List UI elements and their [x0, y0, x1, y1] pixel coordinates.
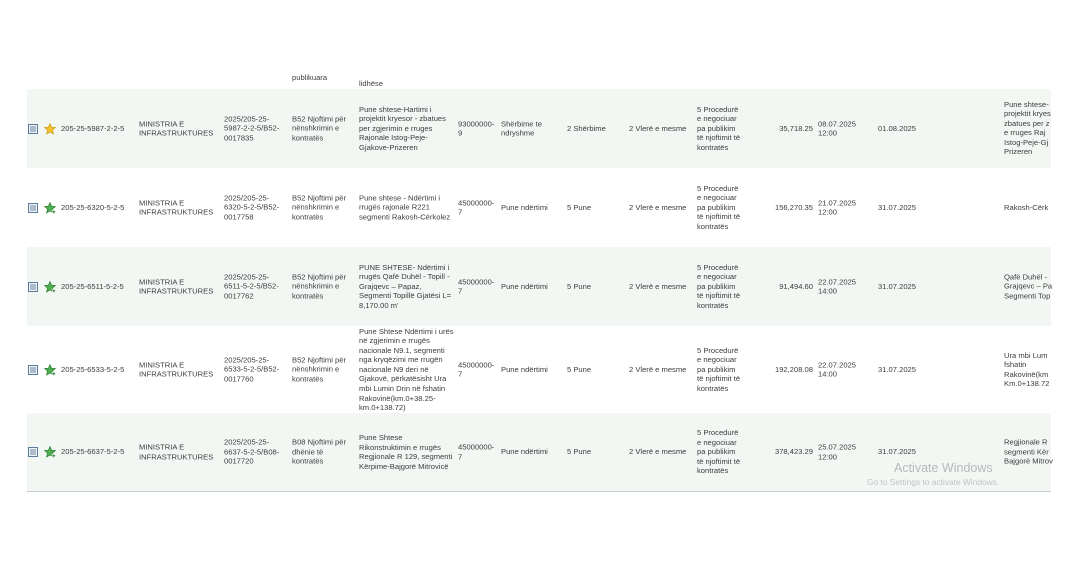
authority-cell: MINISTRIA E INFRASTRUKTURES	[139, 442, 214, 461]
view-document-icon[interactable]	[28, 365, 38, 375]
notice-type-cell: B52 Njoftimi për nënshkrimin e kontratës	[292, 272, 347, 301]
signing-date-cell: 22.07.2025 14:00	[818, 359, 857, 379]
cpv-code-cell: 45000000-7	[458, 197, 495, 217]
publication-date-cell: 01.08.2025	[878, 123, 917, 133]
tenders-table	[27, 73, 1053, 491]
notice-type-cell: B52 Njoftimi për nënshkrimin e kontratës	[292, 114, 347, 143]
contract-type-cell: 5 Pune	[567, 364, 592, 374]
title-cell: Pune shtese - Ndërtimi i rrugës rajonale R221 segmenti Rakosh-Cërkolez	[359, 193, 451, 222]
notice-cell-partial: publikuara	[292, 73, 328, 82]
favorite-star-add-icon[interactable]	[44, 446, 56, 458]
table-row[interactable]	[27, 168, 1051, 248]
title-cell: Pune Shtese Rikonstruktimin e rrugës Regjionale R 129, segmenti Kërpime-Bajgorë Mitrovicë	[359, 432, 453, 471]
row-id[interactable]: 205-25-6533-5-2-5	[61, 364, 125, 374]
view-document-icon[interactable]	[28, 124, 38, 134]
row-id[interactable]: 205-25-6320-5-2-5	[61, 202, 125, 212]
favorite-star-add-icon[interactable]	[44, 281, 56, 293]
cpv-code-cell: 45000000-7	[458, 442, 495, 461]
authority-cell: MINISTRIA E INFRASTRUKTURES	[139, 118, 214, 138]
signing-date-cell: 25.07.2025 12:00	[818, 442, 857, 461]
notice-type-cell: B08 Njoftimi për dhënie të kontratës	[292, 437, 347, 466]
previous-row-tail	[27, 73, 1051, 89]
location-cell: Pune shtese-projektit kryes zbatues per z e rruges Raj Istog-Peje-Gj Prizeren	[1004, 99, 1051, 157]
authority-cell: MINISTRIA E INFRASTRUKTURES	[139, 276, 214, 296]
title-cell: Pune shtese-Hartimi i projektit kryesor - zbatues per zgjerimin e rruges Rajonale Istog-Peje-Gjakove-Prizeren	[359, 104, 446, 152]
authority-cell: MINISTRIA E INFRASTRUKTURES	[139, 197, 214, 217]
table-row[interactable]	[27, 326, 1051, 414]
signing-date-cell: 21.07.2025 12:00	[818, 197, 857, 217]
publication-date-cell: 31.07.2025	[878, 281, 917, 291]
row-id[interactable]: 205-25-5987-2-2-5	[61, 123, 125, 133]
cpv-description-cell: Pune ndërtimi	[501, 447, 548, 457]
publication-date-cell: 31.07.2025	[878, 447, 917, 457]
favorite-star-add-icon[interactable]	[44, 364, 56, 376]
location-cell: Ura mbi Lum fshatin Rakovinë(km Km.0+138.72	[1004, 350, 1050, 389]
activate-windows-title: Activate Windows	[894, 461, 993, 475]
title-cell-partial: lidhëse	[359, 79, 384, 88]
signing-date-cell: 08.07.2025 12:00	[818, 118, 857, 138]
reference-cell: 2025/205-25-6533-5-2-5/B52-0017760	[224, 355, 280, 384]
amount-cell: 35,718.25	[779, 123, 813, 133]
reference-cell: 2025/205-25-6320-5-2-5/B52-0017758	[224, 193, 280, 222]
notice-type-cell: B52 Njoftimi për nënshkrimin e kontratës	[292, 355, 347, 384]
publication-date-cell: 31.07.2025	[878, 202, 917, 212]
table-row[interactable]	[27, 247, 1051, 327]
amount-cell: 192,208.08	[774, 364, 813, 374]
value-category-cell: 2 Vlerë e mesme	[629, 123, 687, 133]
amount-cell: 91,494.60	[779, 281, 813, 291]
view-document-icon[interactable]	[28, 282, 38, 292]
cpv-code-cell: 93000000-9	[458, 118, 495, 138]
cpv-code-cell: 45000000-7	[458, 276, 495, 296]
amount-cell: 156,270.35	[774, 202, 813, 212]
cpv-description-cell: Pune ndërtimi	[501, 281, 548, 291]
value-category-cell: 2 Vlerë e mesme	[629, 364, 687, 374]
view-document-icon[interactable]	[28, 203, 38, 213]
favorite-star-icon[interactable]	[44, 123, 56, 135]
contract-type-cell: 5 Pune	[567, 447, 592, 457]
procedure-cell: 5 Procedurë e negociuar pa publikim të njoftimit të kontratës	[697, 262, 741, 310]
signing-date-cell: 22.07.2025 14:00	[818, 276, 857, 296]
title-cell: PUNE SHTESE- Ndërtimi i rrugës Qafë Duhël - Topill - Grajqevc – Papaz, Segmenti Topillë Gjatësi L= 8,170.00 m'	[359, 262, 452, 310]
cpv-description-cell: Pune ndërtimi	[501, 364, 548, 374]
procedure-cell: 5 Procedurë e negociuar pa publikim të njoftimit të kontratës	[697, 428, 741, 476]
cpv-description-cell: Pune ndërtimi	[501, 202, 548, 212]
contract-type-cell: 5 Pune	[567, 202, 592, 212]
value-category-cell: 2 Vlerë e mesme	[629, 447, 687, 457]
procedure-cell: 5 Procedurë e negociuar pa publikim të njoftimit të kontratës	[697, 183, 741, 231]
title-cell: Pune Shtese Ndërtimi i urës në zgjerimin e rrugës nacionale N9.1, segmenti nga kryqëzimi me rrugën nacionale N9 deri në Gjakovë, përkatësisht Ura mbi Lumin Drin në fshatin Rakovinë(km.0+38.25-km.0+138.72)	[359, 326, 454, 413]
cpv-description-cell: Shërbime te ndryshme	[501, 118, 542, 138]
location-cell: Regjionale R segmenti Kër Bajgorë Mitrov	[1004, 437, 1053, 466]
notice-type-cell: B52 Njoftimi për nënshkrimin e kontratës	[292, 193, 347, 222]
table-row[interactable]	[27, 89, 1051, 169]
procedure-cell: 5 Procedurë e negociuar pa publikim të njoftimit të kontratës	[697, 104, 741, 152]
reference-cell: 2025/205-25-5987-2-2-5/B52-0017835	[224, 114, 280, 143]
location-cell: Rakosh-Cërk	[1004, 202, 1049, 212]
reference-cell: 2025/205-25-6637-5-2-5/B08-0017720	[224, 437, 280, 466]
activate-windows-subtitle: Go to Settings to activate Windows.	[867, 477, 1000, 487]
value-category-cell: 2 Vlerë e mesme	[629, 202, 687, 212]
cpv-code-cell: 45000000-7	[458, 359, 495, 379]
row-id[interactable]: 205-25-6511-5-2-5	[61, 281, 124, 291]
contract-type-cell: 2 Shërbime	[567, 123, 606, 133]
reference-cell: 2025/205-25-6511-5-2-5/B52-0017762	[224, 272, 279, 301]
contract-type-cell: 5 Pune	[567, 281, 592, 291]
amount-cell: 378,423.29	[774, 447, 813, 457]
row-id[interactable]: 205-25-6637-5-2-5	[61, 447, 125, 457]
publication-date-cell: 31.07.2025	[878, 364, 917, 374]
authority-cell: MINISTRIA E INFRASTRUKTURES	[139, 359, 214, 379]
procedure-cell: 5 Procedurë e negociuar pa publikim të njoftimit të kontratës	[697, 345, 741, 393]
view-document-icon[interactable]	[28, 447, 38, 457]
favorite-star-add-icon[interactable]	[44, 202, 56, 214]
location-cell: Qafë Duhël - Grajqevc – Pa Segmenti Top	[1004, 272, 1053, 301]
value-category-cell: 2 Vlerë e mesme	[629, 281, 687, 291]
